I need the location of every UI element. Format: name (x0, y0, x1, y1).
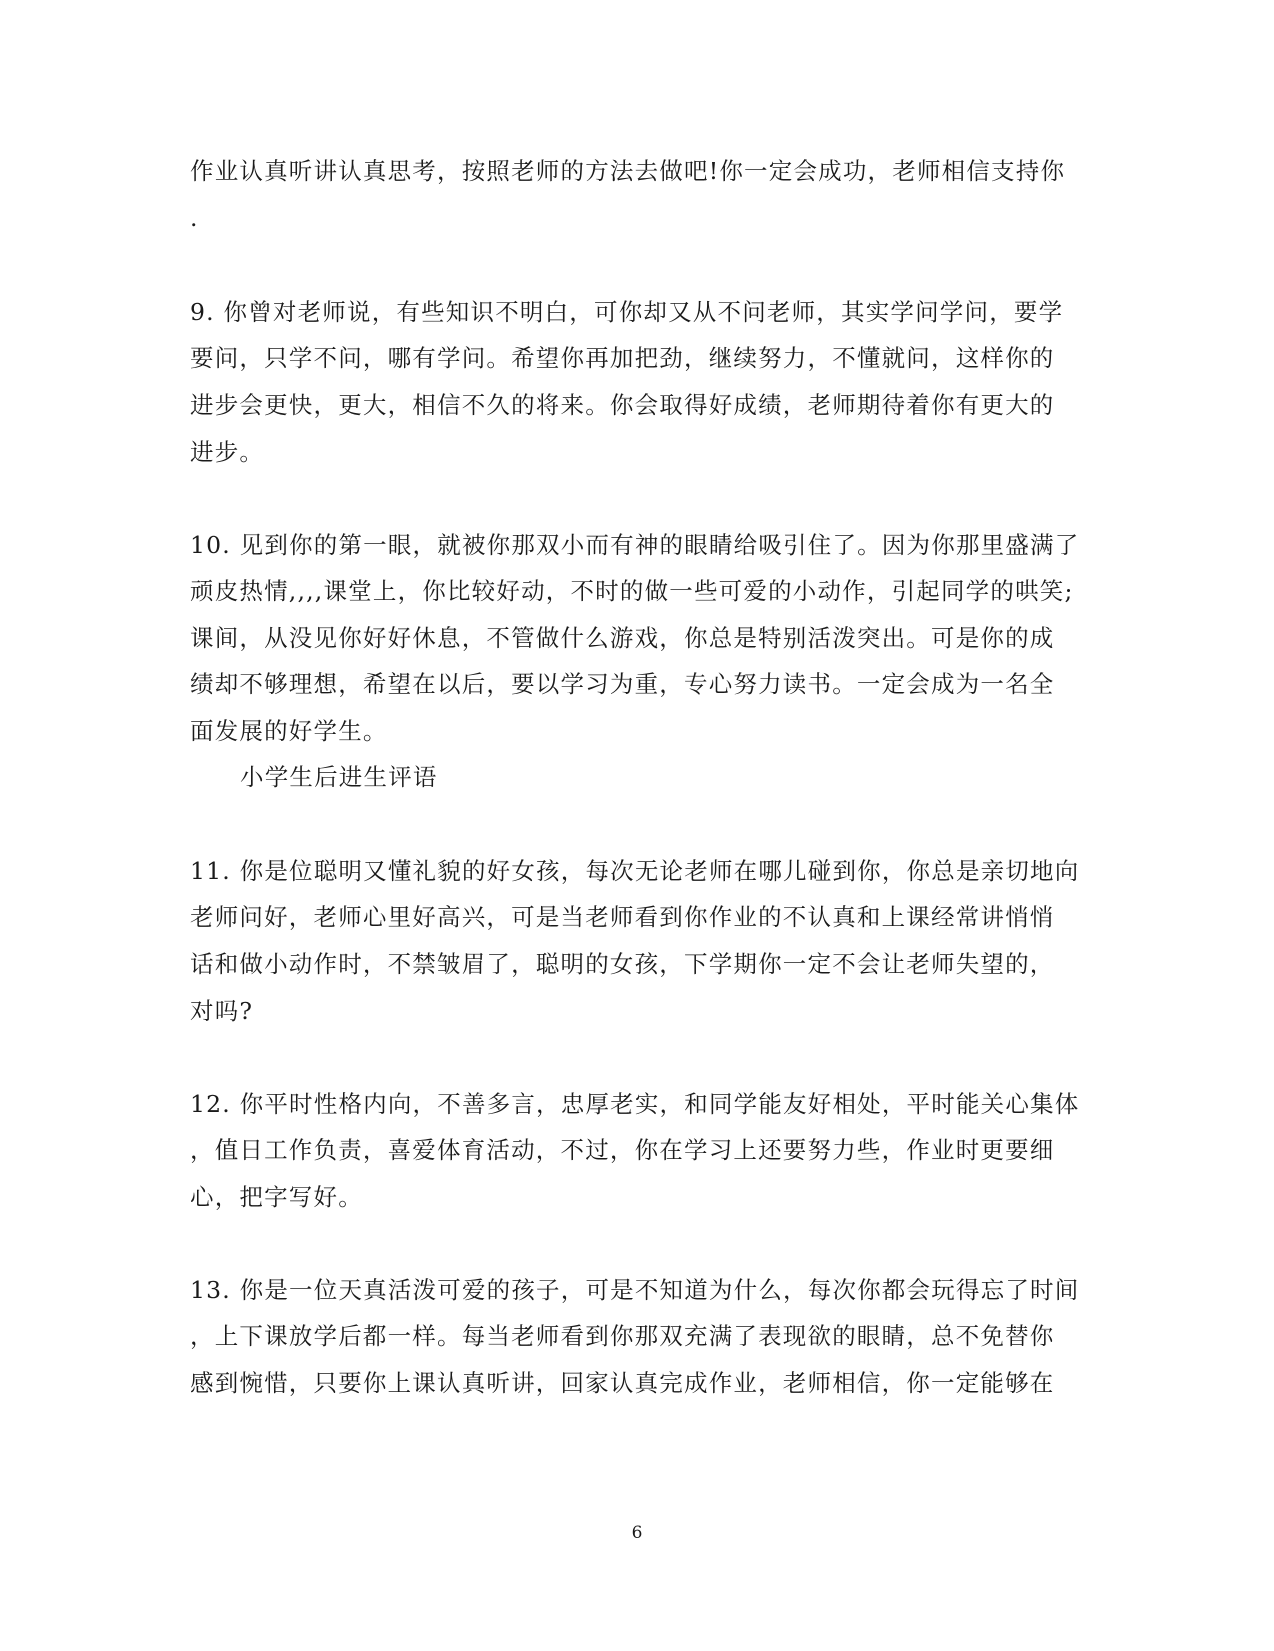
paragraph-line: . (190, 204, 199, 232)
paragraph-line: 13. 你是一位天真活泼可爱的孩子，可是不知道为什么，每次你都会玩得忘了时间 (190, 1276, 1080, 1304)
paragraph-line: 作业认真听讲认真思考，按照老师的方法去做吧!你一定会成功，老师相信支持你 (190, 157, 1066, 185)
paragraph-line: 课间，从没见你好好休息，不管做什么游戏，你总是特别活泼突出。可是你的成 (190, 624, 1055, 652)
paragraph-line: 绩却不够理想，希望在以后，要以学习为重，专心努力读书。一定会成为一名全 (190, 670, 1055, 698)
paragraph-line: 话和做小动作时，不禁皱眉了，聪明的女孩，下学期你一定不会让老师失望的， (190, 950, 1055, 978)
paragraph-line: 对吗? (190, 997, 254, 1025)
section-heading: 小学生后进生评语 (240, 763, 438, 791)
paragraph-line: ，上下课放学后都一样。每当老师看到你那双充满了表现欲的眼睛，总不免替你 (190, 1322, 1055, 1350)
paragraph-line: 12. 你平时性格内向，不善多言，忠厚老实，和同学能友好相处，平时能关心集体 (190, 1090, 1080, 1118)
paragraph-line: 11. 你是位聪明又懂礼貌的好女孩，每次无论老师在哪儿碰到你，你总是亲切地向 (190, 857, 1080, 885)
paragraph-line: 10. 见到你的第一眼，就被你那双小而有神的眼睛给吸引住了。因为你那里盛满了 (190, 531, 1080, 559)
paragraph-line: 要问，只学不问，哪有学问。希望你再加把劲，继续努力，不懂就问，这样你的 (190, 344, 1055, 372)
page-number: 6 (631, 1523, 643, 1543)
paragraph-line: 面发展的好学生。 (190, 717, 388, 745)
paragraph-line: 进步会更快，更大，相信不久的将来。你会取得好成绩，老师期待着你有更大的 (190, 391, 1055, 419)
paragraph-line: 进步。 (190, 438, 265, 466)
paragraph-line: 心，把字写好。 (190, 1183, 363, 1211)
paragraph-line: 感到惋惜，只要你上课认真听讲，回家认真完成作业，老师相信，你一定能够在 (190, 1369, 1055, 1397)
paragraph-line: 老师问好，老师心里好高兴，可是当老师看到你作业的不认真和上课经常讲悄悄 (190, 903, 1055, 931)
paragraph-line: 9. 你曾对老师说，有些知识不明白，可你却又从不问老师，其实学问学问，要学 (190, 298, 1064, 326)
paragraph-line: ，值日工作负责，喜爱体育活动，不过，你在学习上还要努力些，作业时更要细 (190, 1136, 1055, 1164)
paragraph-line: 顽皮热情,,,,课堂上，你比较好动，不时的做一些可爱的小动作，引起同学的哄笑; (190, 577, 1074, 605)
